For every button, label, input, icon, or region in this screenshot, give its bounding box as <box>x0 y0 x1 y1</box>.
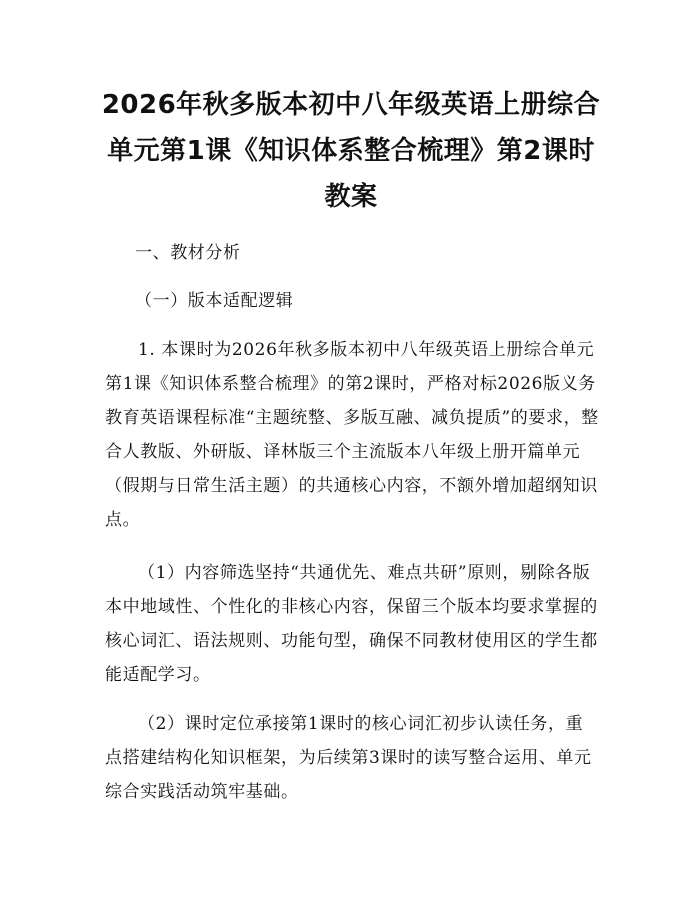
paragraph-1: 1. 本课时为2026年秋多版本初中八年级英语上册综合单元第1课《知识体系整合梳理》的第2课时，严格对标2026版义务教育英语课程标准“主题统整、多版互融、减负提质”的要求，整合人教版、外研版、译林版三个主流版本八年级上册开篇单元（假期与日常生活主题）的共通核心内容，不额外增加超纲知识点。 <box>105 340 599 530</box>
subsection-heading: （一）版本适配逻辑 <box>135 291 294 311</box>
document-title: 2026年秋多版本初中八年级英语上册综合单元第1课《知识体系整合梳理》第2课时教案 <box>101 90 601 212</box>
paragraph-2: （1）内容筛选坚持“共通优先、难点共研”原则，剔除各版本中地域性、个性化的非核心内容，保留三个版本均要求掌握的核心词汇、语法规则、功能句型，确保不同教材使用区的学生都能适配学习。 <box>105 563 598 685</box>
section-heading: 一、教材分析 <box>135 243 241 263</box>
paragraph-3: （2）课时定位承接第1课时的核心词汇初步认读任务，重点搭建结构化知识框架，为后续第3课时的读写整合运用、单元综合实践活动筑牢基础。 <box>105 714 592 802</box>
